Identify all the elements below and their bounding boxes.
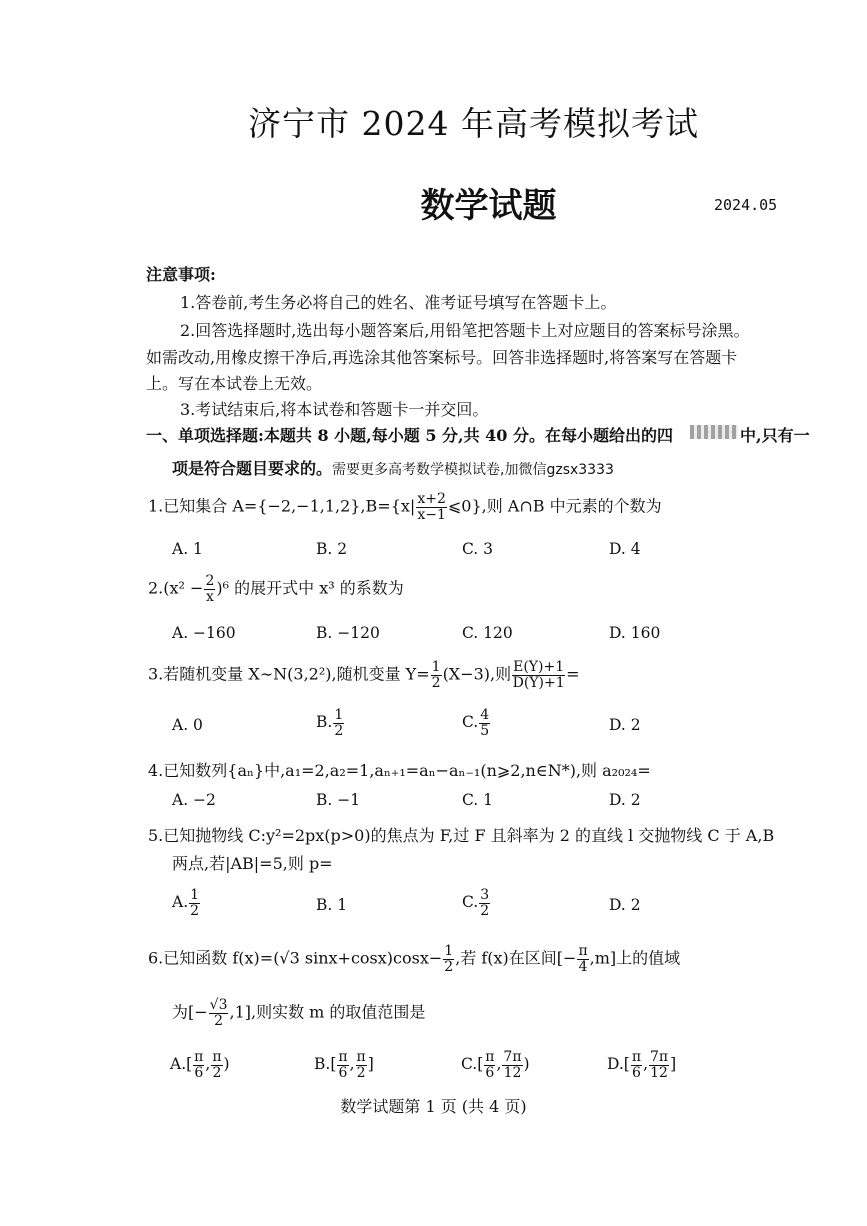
question-3	[148, 660, 580, 690]
q6-optc-d2: 12	[503, 1064, 522, 1081]
section-heading	[146, 423, 673, 446]
q6-optb-d2: 2	[356, 1064, 366, 1081]
question-6-line1	[148, 944, 680, 974]
q3-den2: D(Y)+1	[512, 674, 565, 691]
q4-option-b[interactable]: B. −1	[316, 791, 361, 809]
q6-optb-frac1	[337, 1050, 348, 1080]
q6-optc-end: )	[523, 1055, 530, 1074]
q3-option-c-frac	[479, 708, 490, 738]
q2-option-c[interactable]: C. 120	[462, 624, 513, 642]
q2-option-a[interactable]: A. −160	[172, 624, 236, 642]
q6-prefix: 6.已知函数 f(x)=(√3 sinx+cosx)cosx−	[148, 948, 443, 968]
q5-option-c-frac	[479, 888, 490, 918]
q1-option-c[interactable]: C. 3	[462, 540, 494, 558]
note-item-2: 2.回答选择题时,选出每小题答案后,用铅笔把答题卡上对应题目的答案标号涂黑。	[180, 321, 750, 340]
q5-option-c[interactable]	[462, 888, 491, 918]
q3-fraction-half	[431, 660, 442, 690]
q6-optb-n1: π	[338, 1049, 348, 1065]
q5-optc-den: 2	[480, 902, 490, 919]
question-5-line2: 两点,若|AB|=5,则 p=	[172, 854, 333, 873]
q1-fraction	[416, 492, 447, 522]
q6-line2-suffix: ,1],则实数 m 的取值范围是	[229, 1002, 426, 1022]
q6-line2-den: 2	[214, 1012, 224, 1029]
section-heading-tail: 中,只有一	[740, 426, 810, 445]
q5-option-c-label: C.	[462, 893, 479, 912]
q5-opta-den: 2	[190, 902, 200, 919]
q6-line2-prefix: 为[−	[172, 1002, 208, 1022]
question-2	[148, 574, 404, 604]
q3-optb-den: 2	[334, 722, 344, 739]
q6-den2: 4	[578, 958, 588, 975]
q6-opta-n1: π	[194, 1049, 204, 1065]
q3-option-b[interactable]	[316, 708, 345, 738]
q3-mid: (X−3),则	[442, 664, 512, 684]
q1-option-b[interactable]: B. 2	[316, 540, 348, 558]
q5-option-a-frac	[189, 888, 200, 918]
q1-option-d[interactable]: D. 4	[609, 540, 641, 558]
q6-den: 2	[444, 958, 454, 975]
q6-option-b[interactable]: B.[ $\frac{\pi}{6}$ , $\frac{\pi}{2}$ ]	[314, 1049, 374, 1081]
q3-optb-num: 1	[334, 707, 344, 723]
q4-option-c[interactable]: C. 1	[462, 791, 494, 809]
q5-option-a-label: A.	[172, 893, 189, 912]
q3-option-c[interactable]	[462, 708, 491, 738]
q1-num: x+2	[417, 491, 446, 507]
exam-title: 济宁市 2024 年高考模拟考试	[248, 104, 699, 143]
q2-num: 2	[205, 573, 215, 589]
q6-opta-d2: 2	[212, 1064, 222, 1081]
q2-prefix: 2.(x² −	[148, 578, 204, 598]
note-item-3: 3.考试结束后,将本试卷和答题卡一并交回。	[180, 400, 489, 419]
q6-optd-end: ]	[670, 1055, 677, 1074]
q3-option-b-frac	[333, 708, 344, 738]
q2-den: x	[205, 588, 214, 605]
section-instruction: 项是符合题目要求的。	[172, 459, 333, 478]
q6-num: 1	[444, 943, 454, 959]
q6-opta-end: )	[223, 1055, 230, 1074]
q6-fraction-pi4	[577, 944, 588, 974]
q6-optb-end: ]	[367, 1055, 374, 1074]
note-item-1: 1.答卷前,考生务必将自己的姓名、准考证号填写在答题卡上。	[180, 293, 617, 312]
q6-line2-num: √3	[209, 997, 228, 1013]
q6-suffix: ,m]上的值域	[589, 948, 681, 968]
exam-date: 2024.05	[714, 196, 778, 214]
q3-option-a[interactable]: A. 0	[172, 716, 203, 734]
note-item-2-cont: 如需改动,用橡皮擦干净后,再选涂其他答案标号。回答非选择题时,将答案写在答题卡	[146, 348, 738, 367]
q6-optd-n2: 7π	[650, 1049, 669, 1065]
note-item-2-end: 上。写在本试卷上无效。	[146, 374, 323, 393]
question-1	[148, 492, 662, 522]
q6-optd-frac2	[649, 1050, 669, 1080]
q5-option-d[interactable]: D. 2	[609, 896, 641, 914]
promo-note: 需要更多高考数学模拟试卷,加微信gzsx3333	[332, 462, 614, 478]
q6-option-c[interactable]: C.[ $\frac{\pi}{6}$ , $\frac{7\pi}{12}$ )	[461, 1049, 530, 1081]
q1-den: x−1	[417, 506, 446, 523]
q5-option-a[interactable]	[172, 888, 201, 918]
q5-opta-num: 1	[190, 887, 200, 903]
q6-opta-label: A.[	[170, 1055, 193, 1074]
q6-optd-label: D.[	[607, 1055, 630, 1074]
q2-option-d[interactable]: D. 160	[609, 624, 661, 642]
q3-num: 1	[431, 659, 441, 675]
q5-optc-num: 3	[480, 887, 490, 903]
q3-fraction-ratio	[512, 660, 565, 690]
q3-option-d[interactable]: D. 2	[609, 716, 641, 734]
q2-fraction	[204, 574, 215, 604]
q2-option-b[interactable]: B. −120	[316, 624, 380, 642]
q6-optd-d2: 12	[650, 1064, 668, 1081]
q6-opta-frac1	[193, 1050, 204, 1080]
q2-suffix: )⁶ 的展开式中 x³ 的系数为	[216, 578, 404, 598]
q3-option-b-label: B.	[316, 713, 333, 732]
q6-option-a[interactable]: A.[ $\frac{\pi}{6}$ , $\frac{\pi}{2}$ )	[170, 1049, 230, 1081]
section-heading-line1: 一、单项选择题:本题共 8 小题,每小题 5 分,共 40 分。在每小题给出的四	[146, 426, 674, 445]
q1-prefix: 1.已知集合 A={−2,−1,1,2},B={x|	[148, 496, 416, 516]
q6-optb-n2: π	[356, 1049, 366, 1065]
question-4: 4.已知数列{aₙ}中,a₁=2,a₂=1,aₙ₊₁=aₙ−aₙ₋₁(n⩾2,n∈N*),则 a₂₀₂₄=	[148, 761, 651, 780]
q6-option-d[interactable]: D.[ $\frac{\pi}{6}$ , $\frac{7\pi}{12}$ ]	[607, 1049, 677, 1081]
q6-num2: π	[578, 943, 588, 959]
q6-optb-frac2	[356, 1050, 367, 1080]
q6-optd-n1: π	[631, 1049, 642, 1065]
q5-option-b[interactable]: B. 1	[316, 896, 348, 914]
q6-optb-d1: 6	[338, 1064, 348, 1081]
q6-optc-n2: 7π	[503, 1049, 522, 1065]
q6-optc-frac2	[502, 1050, 522, 1080]
q3-optc-num: 4	[480, 707, 490, 723]
question-6-line2	[172, 998, 425, 1028]
q6-fraction-half	[443, 944, 454, 974]
q6-optb-label: B.[	[314, 1055, 337, 1074]
q6-optd-frac1	[631, 1050, 642, 1080]
q6-optc-n1: π	[485, 1049, 495, 1065]
q6-optc-label: C.[	[461, 1055, 484, 1074]
question-5-line1: 5.已知抛物线 C:y²=2px(p>0)的焦点为 F,过 F 且斜率为 2 的直线 l 交抛物线 C 于 A,B	[148, 826, 775, 845]
q3-optc-den: 5	[480, 722, 490, 739]
q6-mid: ,若 f(x)在区间[−	[455, 948, 577, 968]
q3-prefix: 3.若随机变量 X∼N(3,2²),随机变量 Y=	[148, 664, 430, 684]
q4-option-d[interactable]: D. 2	[609, 791, 641, 809]
page-footer: 数学试题第 1 页 (共 4 页)	[340, 1097, 527, 1116]
q3-suffix: =	[566, 664, 580, 684]
q6-opta-frac2	[211, 1050, 222, 1080]
q3-den: 2	[431, 674, 441, 691]
q6-line2-fraction	[209, 998, 229, 1028]
q1-suffix: ⩽0},则 A∩B 中元素的个数为	[447, 496, 662, 516]
q4-option-a[interactable]: A. −2	[172, 791, 216, 809]
q3-option-c-label: C.	[462, 713, 479, 732]
q6-optd-d1: 6	[632, 1064, 641, 1081]
q1-option-a[interactable]: A. 1	[172, 540, 203, 558]
section-heading-line2	[172, 456, 614, 479]
q3-num2: E(Y)+1	[513, 659, 565, 675]
scan-smudge	[690, 425, 738, 439]
q6-optc-d1: 6	[485, 1064, 495, 1081]
subject-title: 数学试题	[420, 186, 557, 226]
q6-opta-n2: π	[212, 1049, 222, 1065]
q6-optc-frac1	[484, 1050, 495, 1080]
notes-heading: 注意事项:	[146, 265, 216, 284]
q6-opta-d1: 6	[194, 1064, 204, 1081]
